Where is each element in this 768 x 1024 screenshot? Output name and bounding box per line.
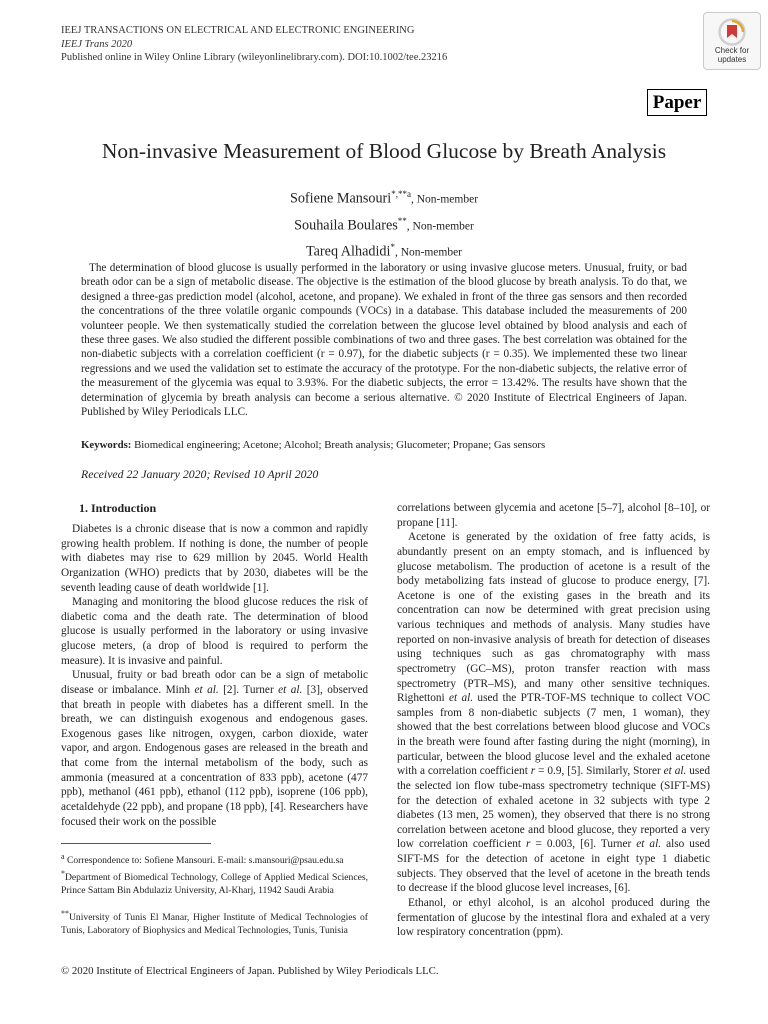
check-for-updates-icon [718, 18, 746, 46]
check-for-updates-badge[interactable] [703, 12, 761, 70]
footnote-divider [61, 843, 211, 844]
keywords: Keywords: Biomedical engineering; Acetone; Alcohol; Breath analysis; Glucometer; Propane; Gas sensors [81, 439, 546, 451]
author-list [0, 184, 768, 264]
paper-title: Non-invasive Measurement of Blood Glucose by Breath Analysis [101, 139, 667, 163]
paragraph: Acetone is generated by the oxidation of free fatty acids, is abundantly present on an empty stomach, and is influenced by glucose metabolism. The production of acetone is a result of the body metabolizing fats instead of glucose to produce energy, [7]. Acetone is one of the existing gases in the breath and its concentration can now be determined with great precision using various techniques and methods of analysis. Many studies have reported on non-invasive analysis of breath for detection of diseases using techniques such as gas chromatography with mass spectrometry (GC–MS), proton transfer reaction with mass spectrometry (PTR–MS), and many other sensitive techniques. Righettoni et al. used the PTR-TOF-MS technique to collect VOC samples from 8 non-diabetic subjects (7 men, 1 woman), they showed that the best correlations between blood glucose and VOCs in the breath were found after fasting during the night (morning), in particular, between the blood glucose level and the exhaled acetone with a correlation coefficient r = 0.9, [5]. Similarly, Storer et al. used the selected ion flow tube-mass spectrometry technique (SIFT-MS) for the detection of exhaled acetone in 32 subjects with type 2 diabetes (13 men, 25 women), they observed that there is no strong correlation between acetone and blood glucose, they reported a very low correlation coefficient r = 0.003, [6]. Turner et al. also used SIFT-MS for the detection of acetone in eight type 1 diabetic subjects. They observed that the level of acetone in the breath tends to decrease if the blood glucose level increases, [6]. [397, 531, 711, 895]
correspondence-footnote: $^a$ Correspondence to: Sofiene Mansouri. E-mail: s.mansouri@psau.edu.sa [61, 852, 344, 867]
article-type-label: Paper [647, 89, 707, 116]
affiliation-footnote: *Department of Biomedical Technology, College of Applied Medical Sciences, Prince Sattam Bin Abdulaziz University, Al-Kharj, 11942 Saudi Arabia [61, 869, 368, 897]
section-heading: 1. Introduction [79, 501, 157, 515]
author: Tareq Alhadidi*, Non-member [305, 242, 463, 261]
affiliation-footnote: **University of Tunis El Manar, Higher Institute of Medical Technologies of Tunis, Laboratory of Biophysics and Medical Technologies, Tunis, Tunisia [61, 909, 368, 937]
journal-issue: IEEJ Trans 2020 [61, 38, 133, 50]
journal-header [61, 24, 447, 65]
check-for-text: Check for [714, 46, 750, 55]
updates-text: updates [717, 55, 747, 64]
journal-name: IEEJ TRANSACTIONS ON ELECTRICAL AND ELECTRONIC ENGINEERING [61, 25, 415, 36]
left-column [61, 500, 368, 829]
paragraph: Unusual, fruity or bad breath odor can be a sign of metabolic disease or imbalance. Minh et al. [2]. Turner et al. [3], observed that breath in people with diabetes has a different smell. In the breath, we can distinguish exogenous and endogenous gases. Exogenous gases like nitrogen, oxygen, carbon dioxide, water vapor, and argon. Endogenous gases are released in the breath and that come from the internal metabolism of the body, such as ammonia (measured at a concentration of 833 ppb), acetone (477 ppb), methanol (461 ppb), ethanol (112 ppb), isoprene (106 ppb), acetaldehyde (22 ppb), and propane (18 ppb), [4]. Researchers have focused their work on the possible [61, 669, 368, 828]
author: Sofiene Mansouri$^{*,**a}$, Non-member [289, 189, 479, 207]
author: Souhaila Boulares**, Non-member [294, 215, 474, 234]
paragraph: Managing and monitoring the blood glucose reduces the risk of diabetic coma and the death rate. The determination of blood glucose is usually performed in the laboratory or using invasive glucose meters, (a drop of blood is required to perform the measure). It is invasive and painful. [61, 596, 368, 667]
paragraph: correlations between glycemia and acetone [5–7], alcohol [8–10], or propane [11]. [397, 502, 710, 529]
right-column [397, 501, 710, 940]
publication-info[interactable]: Published online in Wiley Online Library (wileyonlinelibrary.com). DOI:10.1002/tee.23216 [61, 52, 448, 63]
copyright-footer: © 2020 Institute of Electrical Engineers of Japan. Published by Wiley Periodicals LLC. [61, 965, 439, 977]
abstract: The determination of blood glucose is usually performed in the laboratory or using invasive glucose meters. Unusual, fruity, or bad breath odor can be a sign of metabolic disease. The objective is the estimation of the blood glucose by breath analysis. To do that, we designed a three-gas prediction model (alcohol, acetone, and propane). We exhaled in front of the three gas sensors and then recorded the concentrations of the three volatile organic compounds (VOCs) in a database. This database included the measurements of 200 volunteer people. We then systematically studied the correlation between the glucose level obtained by blood analysis and each of these three gases. We also studied the different possible combinations of two and three gases. The best correlation was obtained for the non-diabetic subjects with a correlation coefficient (r = 0.97), for the diabetic subjects (r = 0.35). We implemented these two linear regressions and we used the validation set to estimate the accuracy of the prototype. For the non-diabetic subjects, the relative error of the measurement of the glycemia was equal to 3.93%. For the diabetic subjects, the error = 13.42%. The results have shown that the determination of glycemia by breath analysis can become a serious alternative. © 2020 Institute of Electrical Engineers of Japan. Published by Wiley Periodicals LLC. [81, 262, 687, 419]
paragraph: Diabetes is a chronic disease that is now a common and rapidly growing health problem. If nothing is done, the number of people with diabetes may rise to 629 million by 2045. World Health Organization (WHO) predicts that by 2030, diabetes will be the seventh leading cause of death worldwide [1]. [61, 523, 368, 594]
received-dates: Received 22 January 2020; Revised 10 April 2020 [81, 467, 319, 481]
paragraph: Ethanol, or ethyl alcohol, is an alcohol produced during the fermentation of glucose by the intestinal flora and exhaled at a very low respiratory concentration (ppm). [397, 896, 710, 939]
